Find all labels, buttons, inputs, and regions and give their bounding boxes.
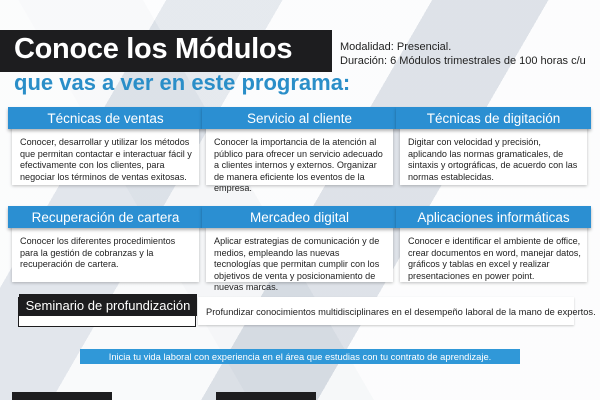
module-card-recuperacion-cartera	[12, 209, 199, 282]
module-header	[8, 107, 203, 129]
module-header	[396, 107, 591, 129]
footer-banner	[80, 349, 520, 364]
module-header	[202, 206, 397, 228]
module-title: Aplicaciones informáticas	[417, 209, 570, 225]
module-header	[202, 107, 397, 129]
modality-text: Modalidad: Presencial.	[340, 41, 452, 53]
module-card-tecnicas-digitacion	[400, 110, 587, 185]
module-card-aplicaciones-informaticas	[400, 209, 587, 282]
module-card-mercadeo-digital	[206, 209, 393, 292]
module-description: Conocer la importancia de la atención al público para ofrecer un servicio adecuado a clientes internos y externos. Organizar de manera eficiente los eventos de la empresa.	[214, 137, 383, 193]
program-info	[340, 40, 586, 68]
module-title: Servicio al cliente	[246, 110, 353, 126]
module-description: Conocer los diferentes procedimientos para la gestión de cobranzas y la recuperación de cartera.	[20, 236, 176, 269]
module-description: Digitar con velocidad y precisión, aplicando las normas gramaticales, de sintaxis y ortográficas, de acuerdo con las normas establecidas.	[408, 137, 578, 182]
module-title: Técnicas de ventas	[47, 110, 164, 126]
duration-text: Duración: 6 Módulos trimestrales de 100 horas c/u	[340, 55, 586, 67]
module-title: Recuperación de cartera	[31, 209, 180, 225]
module-header	[396, 206, 591, 228]
footer-banner-text: Inicia tu vida laboral con experiencia en el área que estudias con tu contrato de aprendizaje.	[108, 351, 492, 362]
module-card-servicio-cliente	[206, 110, 393, 193]
module-header	[8, 206, 203, 228]
module-card-tecnicas-ventas	[12, 110, 199, 185]
bottom-dark-block	[12, 392, 112, 400]
seminar-card	[18, 297, 196, 327]
module-title: Técnicas de digitación	[426, 110, 561, 126]
module-description: Conocer e identificar el ambiente de office, crear documentos en word, manejar datos, gráficos y tablas en excel y realizar presentaciones en power point.	[408, 236, 581, 281]
module-description: Aplicar estrategias de comunicación y de medios, empleando las nuevas tecnologías que permitan cumplir con los objetivos de venta y posicionamiento de nuevas marcas.	[214, 236, 380, 292]
seminar-description: Profundizar conocimientos multidisciplinares en el desempeño laboral de la mano de expertos.	[206, 307, 596, 317]
module-title: Mercadeo digital	[249, 209, 350, 225]
seminar-title: Seminario de profundización	[19, 294, 197, 316]
page-subtitle: que vas a ver en este programa:	[14, 70, 351, 95]
page-title: Conoce los Módulos	[14, 33, 293, 65]
module-description: Conocer, desarrollar y utilizar los métodos que permitan contactar e interactuar fácil y efectivamente con los clientes, para negociar los términos de ventas exitosas.	[20, 137, 192, 182]
bottom-dark-block	[216, 392, 316, 400]
